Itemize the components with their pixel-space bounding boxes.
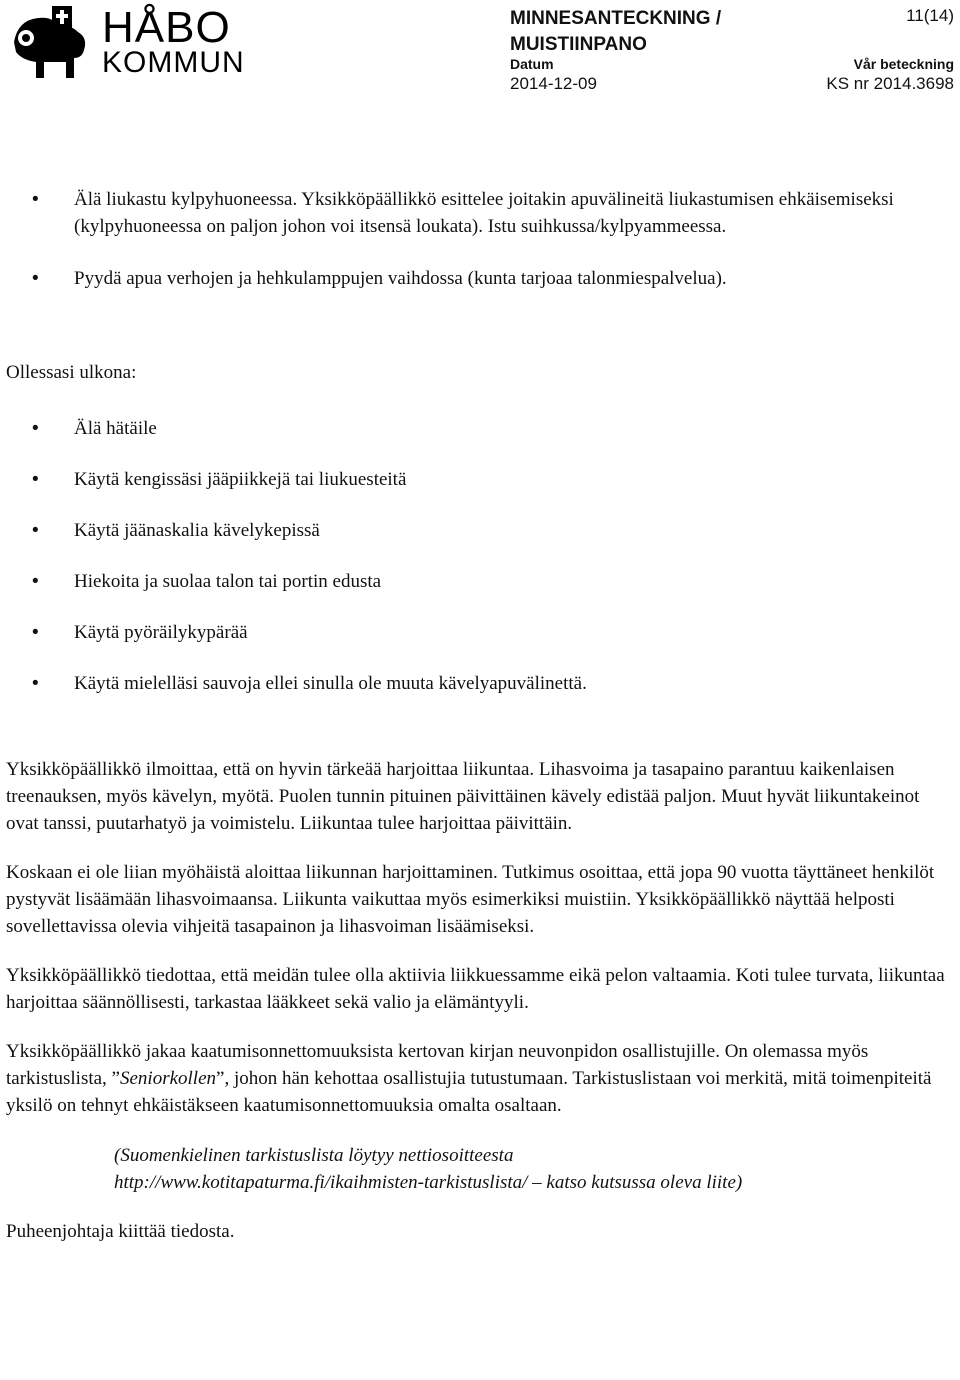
outdoors-heading: Ollessasi ulkona: xyxy=(6,362,137,383)
closing-sentence: Puheenjohtaja kiittää tiedosta. xyxy=(6,1221,235,1242)
ram-emblem-icon xyxy=(4,2,96,86)
checklist-text-after: ”, johon hän kehottaa osallistujia tutustumaan. Tarkistuslistaan voi merkitä, mitä toimenpiteitä yksilö on tehnyt ehkäistäkseen kaatumisonnettomuuksia omalta osaltaan. xyxy=(6,1068,932,1116)
list-item: • Käytä pyöräilykypärää xyxy=(6,619,946,646)
list-item: • Hiekoita ja suolaa talon tai portin edusta xyxy=(6,568,946,595)
paragraph-active: Yksikköpäällikkö tiedottaa, että meidän tulee olla aktiivia liikkuessamme eikä pelon valtaamia. Koti tulee turvata, liikuntaa harjoittaa säännöllisesti, tarkastaa lääkkeet sekä valio ja elämäntyyli. xyxy=(6,965,945,1013)
note-line-2: http://www.kotitapaturma.fi/ikaihmisten-tarkistuslista/ – katso kutsussa oleva liite) xyxy=(114,1172,743,1193)
checklist-reference-note xyxy=(6,1142,946,1196)
reference-value: KS nr 2014.3698 xyxy=(826,74,954,93)
paragraph-exercise: Yksikköpäällikkö ilmoittaa, että on hyvin tärkeää harjoittaa liikuntaa. Lihasvoima ja tasapaino parantuu kaikenlaisen treenauksen, myös kävelyn, myötä. Puolen tunnin pituinen päivittäinen kävely edistää paljon. Muut hyvät liikuntakeinot ovat tanssi, puutarhatyö ja voimistelu. Liikuntaa tulee harjoittaa päivittäin. xyxy=(6,759,920,834)
list-item: • Käytä mielelläsi sauvoja ellei sinulla ole muuta kävelyapuvälinettä. xyxy=(6,670,946,697)
checklist-title: Seniorkollen xyxy=(119,1068,217,1089)
logo-subtitle: KOMMUN xyxy=(102,46,245,79)
list-item: • Älä hätäile xyxy=(6,415,946,442)
paragraph-checklist xyxy=(6,1038,946,1119)
municipality-logo xyxy=(4,2,245,86)
list-item: • Pyydä apua verhojen ja hehkulamppujen vaihdossa (kunta tarjoaa talonmiespalvelua). xyxy=(6,265,946,292)
logo-name: HÅBO xyxy=(102,3,231,52)
document-type: MINNESANTECKNING / MUISTIINPANO xyxy=(510,8,722,55)
page-number: 11(14) xyxy=(906,6,954,25)
list-item: • Käytä jäänaskalia kävelykepissä xyxy=(6,517,946,544)
document-body xyxy=(6,186,946,1245)
list-item: • Älä liukastu kylpyhuoneessa. Yksikköpäällikkö esittelee joitakin apuvälineitä liukastumisen ehkäisemiseksi (kylpyhuoneessa on paljon johon voi itsensä loukata). Istu suihkussa/kylpyammeessa. xyxy=(6,186,946,240)
note-line-1: (Suomenkielinen tarkistuslista löytyy nettiosoitteesta xyxy=(114,1145,514,1166)
paragraph-never-too-late: Koskaan ei ole liian myöhäistä aloittaa liikunnan harjoittaminen. Tutkimus osoittaa, että jopa 90 vuotta täyttäneet henkilöt pystyvät lisäämään lihasvoimaansa. Liikunta vaikuttaa myös esimerkiksi muistiin. Yksikköpäällikkö näyttää helposti sovellettavissa olevia vihjeitä tasapainon ja lihasvoiman lisäämiseksi. xyxy=(6,862,935,937)
checklist-text-before: Yksikköpäällikkö jakaa kaatumisonnettomuuksista kertovan kirjan neuvonpidon osallistujille. On olemassa myös tarkistuslista, ” xyxy=(6,1041,869,1089)
date-label: Datum xyxy=(510,56,554,72)
date-value: 2014-12-09 xyxy=(510,74,597,93)
list-item: • Käytä kengissäsi jääpiikkejä tai liukuesteitä xyxy=(6,466,946,493)
reference-label: Vår beteckning xyxy=(853,56,954,72)
outdoor-tips-list xyxy=(6,415,946,697)
indoor-tips-list xyxy=(6,186,946,292)
